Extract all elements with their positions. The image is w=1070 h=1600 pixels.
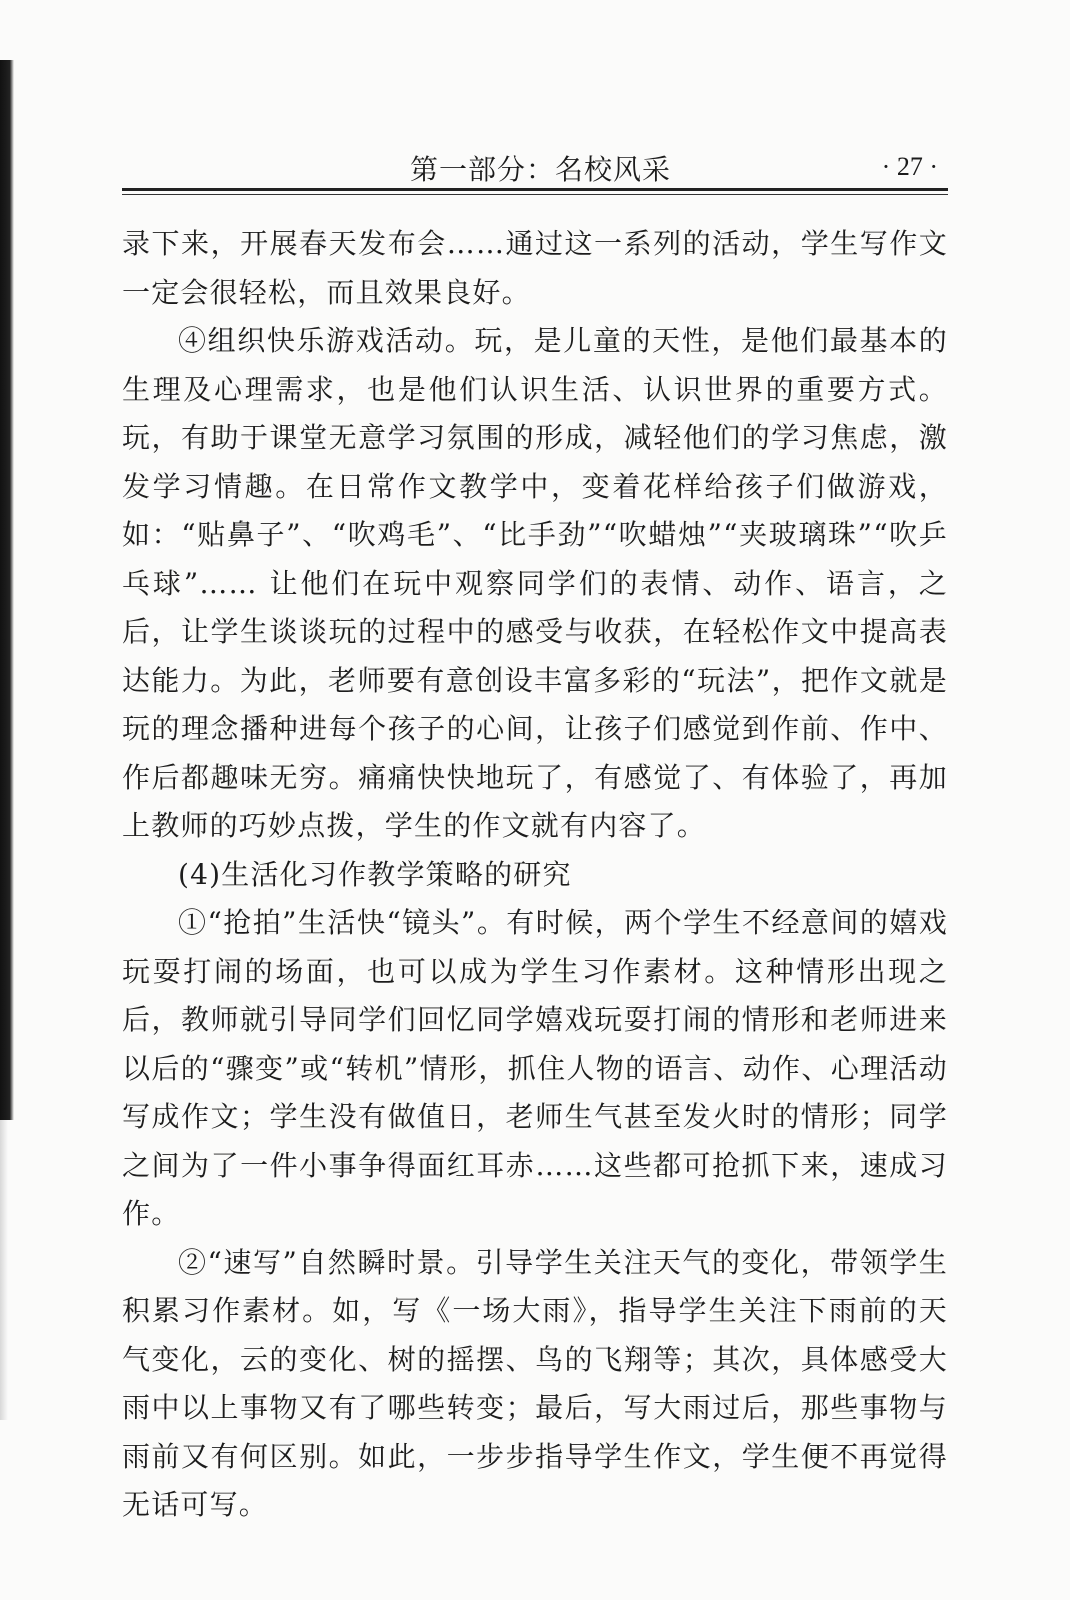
- scan-edge-shadow: [0, 1120, 8, 1420]
- header-rule-thick: [122, 188, 948, 191]
- body-text: [122, 220, 948, 1530]
- paragraph-sketch-nature: ②“速写”自然瞬时景。引导学生关注天气的变化，带领学生积累习作素材。如，写《一场大雨》，指导学生关注下雨前的天气变化，云的变化、树的摇摆、鸟的飞翔等；其次，具体感受大雨中以上事物又有了哪些转变；最后，写大雨过后，那些事物与雨前又有何区别。如此，一步步指导学生作文，学生便不再觉得无话可写。: [122, 1245, 948, 1521]
- paragraph-continuation: 录下来，开展春天发布会……通过这一系列的活动，学生写作文一定会很轻松，而且效果良好。: [122, 227, 948, 309]
- page-number: · 27 ·: [881, 152, 938, 181]
- scan-binding-shadow: [0, 60, 14, 1120]
- paragraph-snapshot-life: ①“抢拍”生活快“镜头”。有时候，两个学生不经意间的嬉戏玩耍打闹的场面，也可以成为学生习作素材。这种情形出现之后，教师就引导同学们回忆同学嬉戏玩耍打闹的情形和老师进来以后的“骤变”或“转机”情形，抓住人物的语言、动作、心理活动写成作文；学生没有做值日，老师生气甚至发火时的情形；同学之间为了一件小事争得面红耳赤……这些都可抢抓下来，速成习作。: [122, 906, 948, 1230]
- paragraph-game-activities: ④组织快乐游戏活动。玩，是儿童的天性，是他们最基本的生理及心理需求，也是他们认识生活、认识世界的重要方式。玩，有助于课堂无意学习氛围的形成，减轻他们的学习焦虑，激发学习情趣。在日常作文教学中，变着花样给孩子们做游戏，如：“贴鼻子”、“吹鸡毛”、“比手劲”“吹蜡烛”“夹玻璃珠”“吹乒乓球”…… 让他们在玩中观察同学们的表情、动作、语言，之后，让学生谈谈玩的过程中的感受与收获，在轻松作文中提高表达能力。为此，老师要有意创设丰富多彩的“玩法”，把作文就是玩的理念播种进每个孩子的心间，让孩子们感觉到作前、作中、作后都趣味无穷。痛痛快快地玩了，有感觉了、有体验了，再加上教师的巧妙点拨，学生的作文就有内容了。: [122, 324, 948, 842]
- running-header-title: 第一部分：名校风采: [410, 153, 672, 186]
- section-heading: (4)生活化习作教学策略的研究: [178, 857, 572, 891]
- header-rule-thin: [122, 194, 948, 195]
- running-header: [120, 148, 948, 188]
